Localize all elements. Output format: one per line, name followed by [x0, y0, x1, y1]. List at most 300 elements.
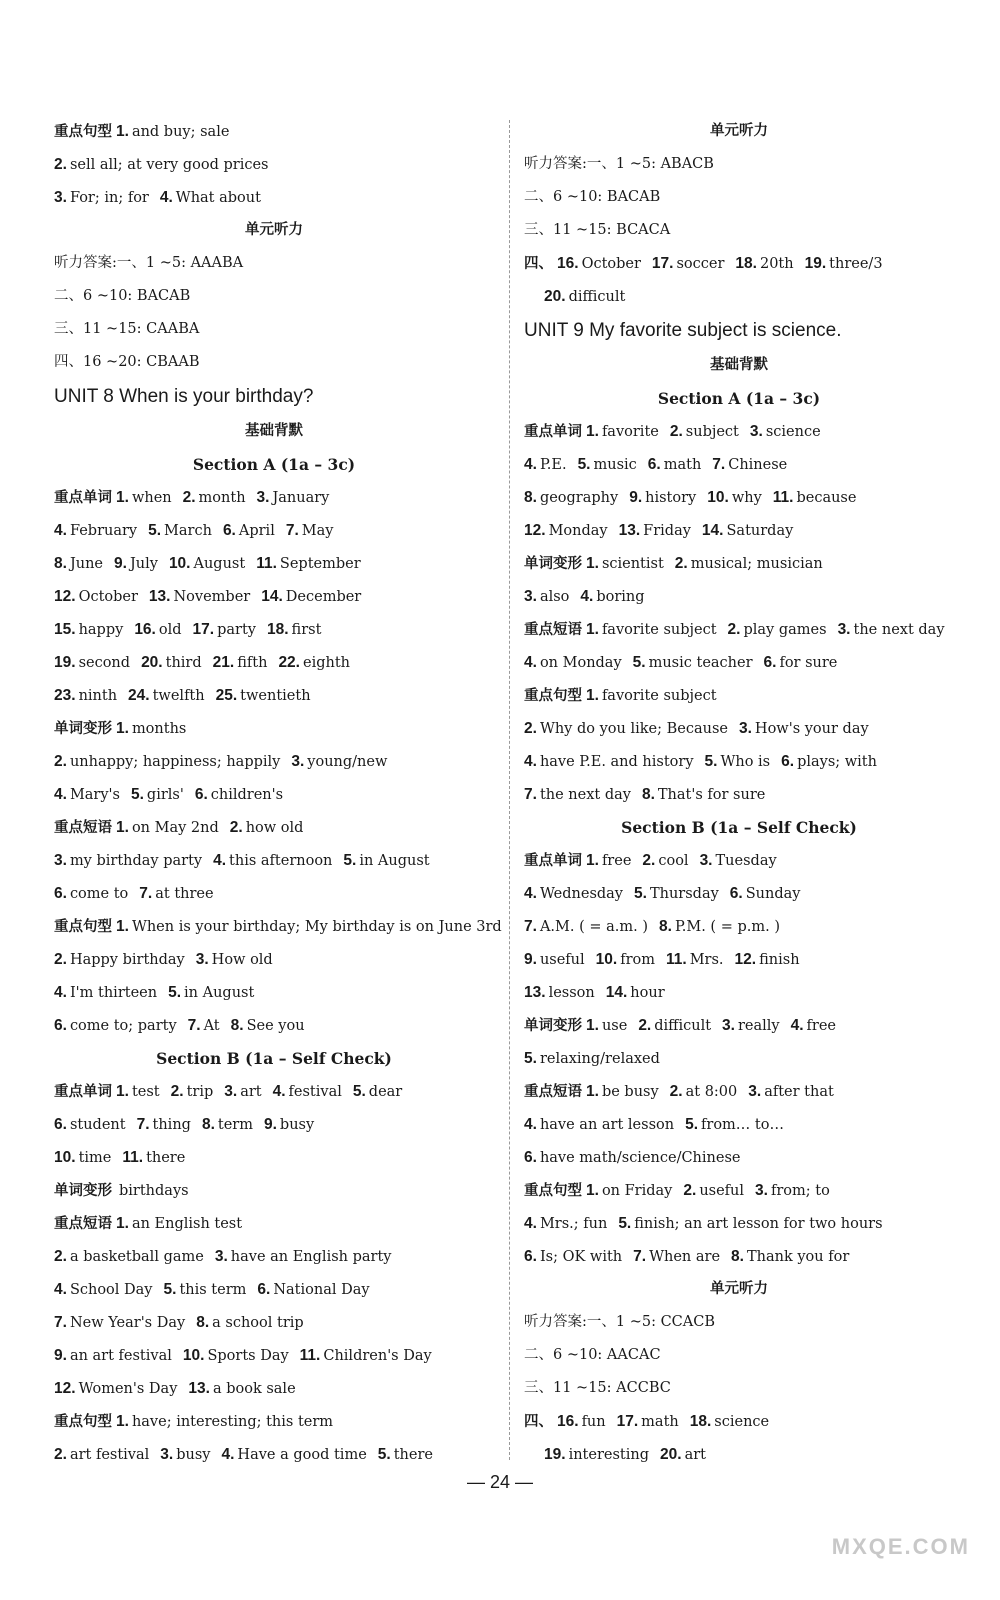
answer-line	[54, 877, 494, 910]
answer-item	[54, 745, 280, 779]
section-title: Section B (1a – Self Check)	[621, 818, 857, 837]
item-text: A.M. ( = a.m. )	[539, 919, 648, 935]
category-label: 重点单词	[524, 424, 582, 440]
right-column	[524, 115, 954, 1471]
item-number: 5.	[634, 885, 647, 902]
item-text: December	[285, 589, 362, 605]
item-number: 8.	[641, 786, 655, 803]
item-text: from… to…	[701, 1117, 784, 1133]
answer-line: 二、6 ~10: AACAC	[524, 1347, 661, 1363]
item-text: month	[198, 490, 246, 506]
item-text: See you	[246, 1018, 305, 1034]
item-number: 10.	[182, 1347, 205, 1364]
answer-item	[183, 481, 246, 515]
item-text: When is your birthday; My birthday is on June 3rd	[131, 919, 502, 935]
item-number: 3.	[54, 852, 67, 869]
answer-item	[122, 1141, 185, 1175]
item-text: at three	[155, 886, 214, 902]
item-text: art festival	[69, 1447, 150, 1463]
item-number: 2.	[54, 156, 67, 173]
answer-item	[213, 844, 332, 878]
item-text: fifth	[237, 655, 268, 671]
answer-line	[524, 1240, 954, 1273]
answer-item	[660, 1438, 706, 1472]
answer-line	[524, 943, 954, 976]
item-number: 6.	[524, 1149, 537, 1166]
item-number: 6.	[194, 786, 208, 803]
item-number: 7.	[712, 456, 726, 473]
answer-item	[773, 481, 857, 515]
item-text: why	[731, 490, 762, 506]
answer-item	[116, 712, 186, 746]
answer-line: 听力答案:一、1 ~5: ABACB	[524, 156, 714, 172]
answer-line	[54, 745, 494, 778]
answer-line: 三、11 ~15: ACCBC	[524, 1380, 671, 1396]
item-number: 17.	[192, 621, 215, 638]
item-number: 22.	[278, 654, 300, 671]
answer-item	[606, 976, 665, 1010]
answer-line	[524, 877, 954, 910]
item-number: 4.	[524, 1215, 537, 1232]
item-text: finish	[759, 952, 800, 968]
answer-item	[524, 646, 622, 680]
answer-line: 二、6 ~10: BACAB	[54, 288, 191, 304]
answer-line	[524, 448, 954, 481]
answer-item	[524, 481, 618, 515]
item-text: music	[593, 457, 637, 473]
item-number: 8.	[731, 1248, 744, 1265]
item-number: 7.	[524, 786, 537, 803]
item-text: also	[539, 589, 570, 605]
item-number: 4.	[272, 1083, 286, 1100]
answer-item	[764, 646, 838, 680]
answer-item	[231, 1009, 305, 1043]
answer-item	[705, 745, 771, 779]
answer-item	[221, 1438, 366, 1472]
answer-item	[648, 448, 702, 482]
item-number: 7.	[524, 918, 537, 935]
answer-item	[524, 514, 608, 548]
answer-item	[748, 1075, 834, 1109]
item-number: 1.	[586, 852, 599, 869]
answer-item	[544, 1438, 649, 1472]
item-number: 5.	[685, 1116, 699, 1133]
item-number: 14.	[261, 588, 283, 605]
answer-item	[524, 745, 694, 779]
item-text: Thank you for	[746, 1249, 850, 1265]
item-number: 3.	[837, 621, 851, 638]
answer-item	[586, 1009, 627, 1043]
answer-item	[54, 613, 123, 647]
item-number: 3.	[224, 1083, 238, 1100]
category-label: 重点句型	[524, 1183, 582, 1199]
item-text: Sunday	[745, 886, 801, 902]
item-number: 3.	[160, 1446, 174, 1463]
category-label: 重点单词	[524, 853, 582, 869]
answer-item	[586, 613, 717, 647]
answer-item	[183, 1339, 289, 1373]
item-text: girls'	[146, 787, 184, 803]
item-text: favorite subject	[601, 622, 717, 638]
item-text: Mrs.	[689, 952, 724, 968]
answer-line	[54, 1108, 494, 1141]
answer-item	[164, 1273, 247, 1307]
answer-item	[223, 514, 275, 548]
answer-line	[54, 613, 494, 646]
item-number: 3.	[256, 489, 270, 506]
item-number: 3.	[214, 1248, 228, 1265]
item-number: 11.	[666, 951, 687, 968]
item-number: 1.	[586, 1017, 599, 1034]
answer-item	[619, 514, 691, 548]
item-number: 4.	[54, 786, 67, 803]
answer-item	[267, 613, 321, 647]
item-number: 7.	[187, 1017, 201, 1034]
answer-item	[722, 1009, 780, 1043]
item-text: art	[684, 1447, 706, 1463]
answer-line: 三、11 ~15: BCACA	[524, 222, 671, 238]
item-number: 3.	[699, 852, 713, 869]
item-number: 2.	[54, 1446, 67, 1463]
item-text: math	[641, 1414, 679, 1430]
item-text: interesting	[568, 1447, 649, 1463]
answer-item	[670, 415, 739, 449]
item-number: 6.	[524, 1248, 537, 1265]
answer-item	[735, 943, 800, 977]
answer-item	[148, 514, 212, 548]
item-number: 4.	[54, 1281, 67, 1298]
answer-item	[675, 547, 823, 581]
answer-item	[634, 877, 719, 911]
item-number: 4.	[221, 1446, 235, 1463]
item-number: 2.	[170, 1083, 184, 1100]
item-number: 11.	[772, 489, 794, 506]
answer-item	[257, 1273, 369, 1307]
item-number: 3.	[755, 1182, 768, 1199]
answer-item	[524, 877, 623, 911]
answer-line	[524, 712, 954, 745]
answer-line	[524, 844, 954, 877]
section-heading: 基础背默	[245, 423, 303, 439]
category-label: 重点短语	[524, 622, 582, 638]
answer-item	[264, 1108, 314, 1142]
item-number: 7.	[633, 1248, 647, 1265]
item-number: 8.	[230, 1017, 244, 1034]
answer-item	[659, 910, 780, 944]
answer-line	[54, 514, 494, 547]
item-number: 3.	[195, 951, 209, 968]
answer-item	[168, 976, 254, 1010]
item-text: September	[279, 556, 361, 572]
answer-item	[750, 415, 821, 449]
answer-item	[54, 844, 202, 878]
answer-item	[139, 877, 213, 911]
item-text: Why do you like; Because	[539, 721, 728, 737]
answer-item	[557, 247, 641, 281]
item-number: 7.	[136, 1116, 150, 1133]
item-text: 20th	[759, 256, 794, 272]
item-number: 8.	[524, 489, 537, 506]
answer-line	[54, 1207, 494, 1240]
item-text: P.E.	[539, 457, 567, 473]
answer-line	[524, 778, 954, 811]
answer-line	[524, 280, 954, 313]
answer-item	[586, 547, 664, 581]
item-text: dear	[368, 1084, 403, 1100]
item-text: three/3	[829, 256, 883, 272]
item-number: 5.	[352, 1083, 366, 1100]
item-text: from; to	[770, 1183, 830, 1199]
answer-item	[137, 1108, 191, 1142]
item-number: 2.	[182, 489, 196, 506]
item-text: a book sale	[212, 1381, 296, 1397]
answer-item	[586, 415, 659, 449]
item-text: party	[217, 622, 256, 638]
item-number: 12.	[54, 588, 76, 605]
item-text: on Monday	[539, 655, 622, 671]
category-label: 单词变形	[54, 1183, 112, 1199]
category-label: 单词变形	[524, 1018, 582, 1034]
item-text: art	[240, 1084, 262, 1100]
item-text: have an English party	[230, 1249, 392, 1265]
item-text: Mrs.; fun	[539, 1216, 608, 1232]
item-text: July	[129, 556, 158, 572]
item-text: March	[164, 523, 212, 539]
item-text: How's your day	[754, 721, 869, 737]
answer-item	[54, 1438, 149, 1472]
item-number: 3.	[291, 753, 305, 770]
answer-item	[116, 910, 502, 944]
item-text: June	[69, 556, 104, 572]
answer-line	[54, 910, 502, 943]
answer-item	[642, 778, 765, 812]
answer-item	[580, 580, 644, 614]
answer-item	[54, 679, 117, 713]
item-number: 4.	[524, 753, 537, 770]
item-text: free	[601, 853, 632, 869]
item-number: 13.	[524, 984, 546, 1001]
answer-item	[524, 448, 567, 482]
item-text: really	[737, 1018, 780, 1034]
item-text: plays; with	[797, 754, 877, 770]
answer-item	[586, 1174, 672, 1208]
item-text: test	[131, 1084, 160, 1100]
answer-line	[54, 1141, 494, 1174]
item-number: 2.	[669, 1083, 683, 1100]
category-label: 重点句型	[54, 124, 112, 140]
answer-item	[728, 613, 827, 647]
answer-item	[596, 943, 655, 977]
category-label: 重点短语	[524, 1084, 582, 1100]
item-text: National Day	[273, 1282, 370, 1298]
item-number: 19.	[804, 255, 827, 272]
item-number: 5.	[577, 456, 591, 473]
item-text: October	[78, 589, 138, 605]
item-number: 13.	[188, 1380, 210, 1397]
item-number: 4.	[54, 522, 67, 539]
item-text: on May 2nd	[131, 820, 219, 836]
answer-line	[524, 514, 954, 547]
answer-item	[202, 1108, 253, 1142]
answer-item	[261, 580, 361, 614]
item-number: 1.	[586, 1182, 599, 1199]
answer-item	[230, 811, 304, 845]
answer-line	[524, 613, 954, 646]
answer-item	[683, 1174, 744, 1208]
item-text: on Friday	[601, 1183, 673, 1199]
item-text: soccer	[676, 256, 725, 272]
item-text: twelfth	[152, 688, 205, 704]
item-number: 4.	[524, 1116, 537, 1133]
item-number: 5.	[343, 852, 357, 869]
category-label: 重点句型	[524, 688, 582, 704]
item-text: I'm thirteen	[69, 985, 158, 1001]
answer-line: 听力答案:一、1 ~5: CCACB	[524, 1314, 715, 1330]
item-text: Friday	[643, 523, 691, 539]
item-text: have an art lesson	[539, 1117, 675, 1133]
item-number: 16.	[557, 1413, 579, 1430]
item-text: cool	[658, 853, 689, 869]
answer-item	[652, 247, 725, 281]
item-number: 17.	[651, 255, 674, 272]
item-text: November	[173, 589, 251, 605]
item-text: children's	[210, 787, 284, 803]
item-text: twentieth	[240, 688, 311, 704]
category-label: 重点短语	[54, 1216, 112, 1232]
item-text: music teacher	[648, 655, 753, 671]
item-number: 21.	[212, 654, 235, 671]
item-text: Mary's	[69, 787, 120, 803]
item-number: 14.	[605, 984, 628, 1001]
answer-item	[524, 580, 569, 614]
item-text: difficult	[568, 289, 626, 305]
answer-line	[54, 148, 494, 181]
item-text: because	[796, 490, 857, 506]
answer-item	[116, 811, 219, 845]
item-number: 8.	[54, 555, 67, 572]
item-number: 1.	[586, 687, 599, 704]
answer-item	[685, 1108, 784, 1142]
answer-item	[524, 910, 648, 944]
item-text: when	[131, 490, 172, 506]
answer-line	[524, 1174, 954, 1207]
item-text: sell all; at very good prices	[69, 157, 269, 173]
item-text: months	[131, 721, 187, 737]
answer-line	[54, 646, 494, 679]
category-label: 重点句型	[54, 919, 112, 935]
answer-item	[188, 1009, 220, 1043]
item-text: August	[193, 556, 246, 572]
item-text: What about	[175, 190, 261, 206]
item-number: 5.	[148, 522, 162, 539]
item-text: science	[714, 1414, 770, 1430]
answer-item	[642, 844, 688, 878]
answer-line	[524, 1108, 954, 1141]
item-text: Who is	[720, 754, 771, 770]
item-number: 7.	[139, 885, 153, 902]
answer-item	[116, 1075, 160, 1109]
item-text: in August	[184, 985, 255, 1001]
answer-item	[54, 1339, 172, 1373]
answer-item	[141, 646, 202, 680]
item-number: 18.	[689, 1413, 712, 1430]
item-text: student	[69, 1117, 126, 1133]
item-text: Is; OK with	[539, 1249, 623, 1265]
item-text: there	[146, 1150, 186, 1166]
item-text: Women's Day	[78, 1381, 178, 1397]
category-label: 四、	[524, 1414, 553, 1430]
answer-line	[54, 1339, 494, 1372]
answer-item	[690, 1405, 769, 1439]
item-text: fun	[581, 1414, 606, 1430]
answer-line	[54, 778, 494, 811]
item-number: 1.	[116, 123, 129, 140]
item-number: 24.	[128, 687, 150, 704]
item-number: 9.	[114, 555, 127, 572]
item-number: 25.	[215, 687, 238, 704]
answer-line: 三、11 ~15: CAABA	[54, 321, 200, 337]
item-text: after that	[764, 1084, 834, 1100]
item-number: 4.	[790, 1017, 804, 1034]
section-heading: 基础背默	[710, 357, 768, 373]
answer-item	[256, 547, 360, 581]
section-heading: 单元听力	[710, 1281, 768, 1297]
item-text: subject	[685, 424, 739, 440]
answer-item	[586, 679, 717, 713]
answer-item	[54, 1009, 177, 1043]
answer-item	[54, 1108, 126, 1142]
item-number: 6.	[647, 456, 661, 473]
section-heading: 单元听力	[710, 123, 768, 139]
answer-line	[54, 547, 494, 580]
answer-line	[54, 481, 494, 514]
answer-line: 听力答案:一、1 ~5: AAABA	[54, 255, 244, 271]
answer-item	[273, 1075, 342, 1109]
answer-item	[54, 547, 103, 581]
item-text: At	[203, 1018, 220, 1034]
item-text: unhappy; happiness; happily	[69, 754, 281, 770]
category-label: 重点句型	[54, 1414, 112, 1430]
item-text: use	[601, 1018, 628, 1034]
item-number: 4.	[524, 885, 537, 902]
section-title: Section B (1a – Self Check)	[156, 1049, 392, 1068]
item-number: 16.	[134, 621, 156, 638]
answer-line	[524, 646, 954, 679]
item-number: 6.	[729, 885, 743, 902]
item-text: at 8:00	[685, 1084, 738, 1100]
item-text: trip	[186, 1084, 214, 1100]
item-number: 4.	[54, 984, 67, 1001]
answer-item	[116, 1405, 333, 1439]
answer-item	[524, 943, 585, 977]
item-number: 3.	[54, 189, 67, 206]
item-number: 13.	[618, 522, 641, 539]
item-number: 3.	[524, 588, 537, 605]
item-text: useful	[699, 1183, 745, 1199]
item-number: 2.	[524, 720, 537, 737]
item-number: 6.	[54, 885, 67, 902]
item-text: How old	[211, 952, 273, 968]
item-number: 5.	[163, 1281, 177, 1298]
item-number: 3.	[722, 1017, 735, 1034]
unit-title: UNIT 8 When is your birthday?	[54, 386, 314, 407]
item-number: 1.	[116, 819, 129, 836]
item-text: free	[806, 1018, 837, 1034]
item-number: 12.	[524, 522, 546, 539]
answer-item	[131, 778, 184, 812]
answer-item	[702, 514, 793, 548]
answer-item	[791, 1009, 836, 1043]
